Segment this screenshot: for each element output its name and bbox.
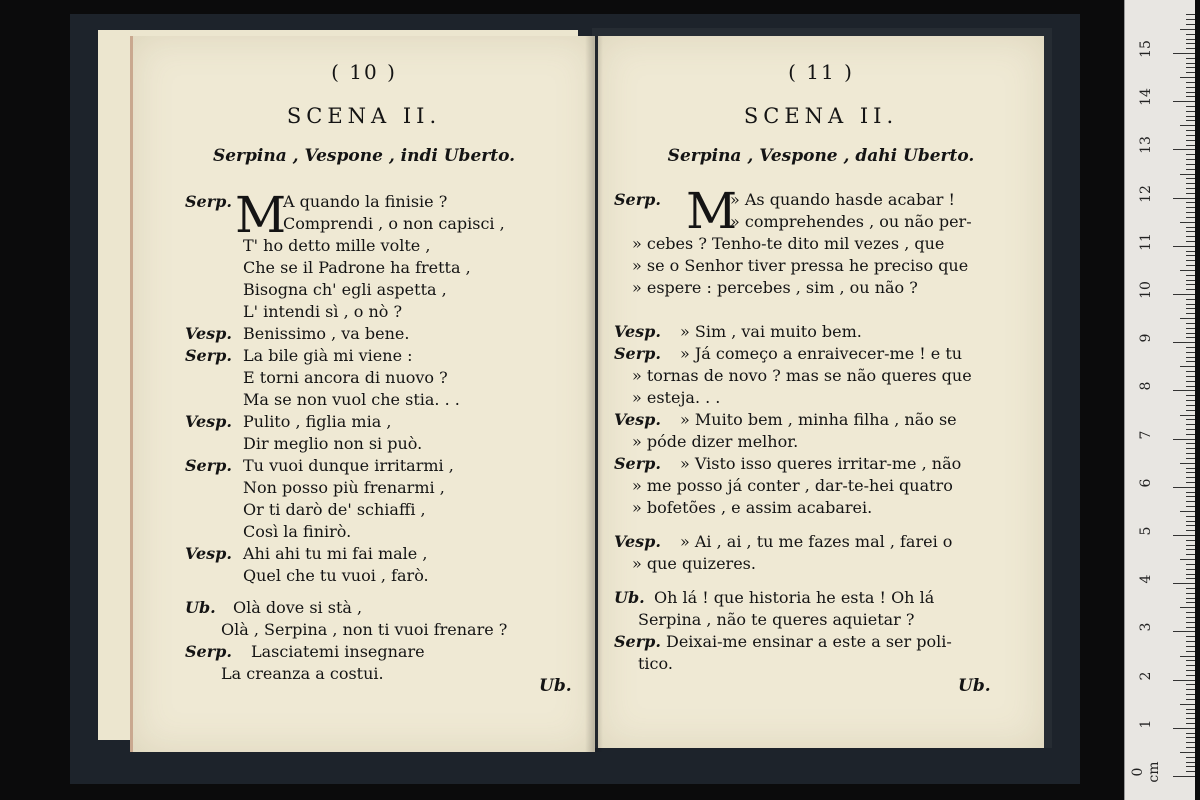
text-line: » As quando hasde acabar ! xyxy=(730,190,955,209)
ruler-tick xyxy=(1186,578,1195,579)
ruler-tick xyxy=(1186,217,1195,218)
text-line: Che se il Padrone ha fretta , xyxy=(243,258,471,277)
ruler-tick xyxy=(1186,275,1195,276)
ruler-label: 6 xyxy=(1138,478,1154,488)
ruler-tick xyxy=(1186,602,1195,603)
ruler-tick xyxy=(1186,395,1195,396)
ruler-tick xyxy=(1186,48,1195,49)
speaker-label: Serp. xyxy=(185,642,232,661)
ruler-tick xyxy=(1186,251,1195,252)
text-line: » espere : percebes , sim , ou não ? xyxy=(632,278,918,297)
ruler-tick xyxy=(1186,347,1195,348)
ruler-tick xyxy=(1186,92,1195,93)
text-line: » cebes ? Tenho-te dito mil vezes , que xyxy=(632,234,945,253)
ruler-tick xyxy=(1186,255,1195,256)
ruler-tick xyxy=(1186,718,1195,719)
ruler-tick xyxy=(1186,540,1195,541)
ruler-tick xyxy=(1186,545,1195,546)
ruler-tick xyxy=(1186,58,1195,59)
ruler-tick xyxy=(1186,443,1195,444)
ruler-tick xyxy=(1173,101,1195,102)
text-line: » tornas de novo ? mas se não queres que xyxy=(632,366,972,385)
character-list: Serpina , Vespone , dahi Uberto. xyxy=(667,146,975,166)
ruler-tick xyxy=(1180,222,1195,223)
text-line: La bile già mi viene : xyxy=(243,346,413,365)
ruler-label: 7 xyxy=(1138,430,1154,440)
text-line: tico. xyxy=(638,654,673,673)
drop-cap: M xyxy=(686,182,738,240)
ruler-tick xyxy=(1186,357,1195,358)
text-line: Tu vuoi dunque irritarmi , xyxy=(243,456,454,475)
ruler-tick xyxy=(1186,689,1195,690)
ruler-tick xyxy=(1186,361,1195,362)
ruler-tick xyxy=(1186,381,1195,382)
ruler-tick xyxy=(1180,656,1195,657)
ruler-tick xyxy=(1180,415,1195,416)
ruler-tick xyxy=(1173,246,1195,247)
ruler-tick xyxy=(1180,607,1195,608)
ruler-label: 1 xyxy=(1138,719,1154,729)
ruler-tick xyxy=(1186,723,1195,724)
ruler-label: 8 xyxy=(1138,381,1154,391)
ruler-tick xyxy=(1186,236,1195,237)
ruler-tick xyxy=(1186,468,1195,469)
scene-heading: SCENA II. xyxy=(743,104,899,128)
ruler-tick xyxy=(1186,371,1195,372)
speaker-label: Ub. xyxy=(185,598,216,617)
ruler-tick xyxy=(1186,564,1195,565)
ruler-tick xyxy=(1180,29,1195,30)
ruler-tick xyxy=(1186,410,1195,411)
ruler-tick xyxy=(1186,19,1195,20)
ruler-tick xyxy=(1186,333,1195,334)
text-line: » me posso já conter , dar-te-hei quatro xyxy=(632,476,953,495)
speaker-label: Serp. xyxy=(185,456,232,475)
speaker-label: Ub. xyxy=(614,588,645,607)
text-line: Oh lá ! que historia he esta ! Oh lá xyxy=(654,588,935,607)
ruler-tick xyxy=(1186,280,1195,281)
ruler-tick xyxy=(1186,757,1195,758)
ruler-tick xyxy=(1186,742,1195,743)
page-number: ( 11 ) xyxy=(788,60,854,84)
ruler-tick xyxy=(1180,270,1195,271)
text-line: Lasciatemi insegnare xyxy=(251,642,425,661)
ruler-tick xyxy=(1186,699,1195,700)
ruler-tick xyxy=(1186,265,1195,266)
ruler-tick xyxy=(1186,419,1195,420)
ruler-tick xyxy=(1186,492,1195,493)
ruler-tick xyxy=(1186,106,1195,107)
text-line: A quando la finisie ? xyxy=(283,192,448,211)
ruler-tick xyxy=(1186,400,1195,401)
ruler-tick xyxy=(1186,202,1195,203)
ruler-tick xyxy=(1186,641,1195,642)
text-line: Pulito , figlia mia , xyxy=(243,412,392,431)
ruler-tick xyxy=(1186,516,1195,517)
ruler-tick xyxy=(1186,159,1195,160)
ruler-tick xyxy=(1186,458,1195,459)
ruler-tick xyxy=(1186,231,1195,232)
text-line: Deixai-me ensinar a este a ser poli- xyxy=(666,632,952,651)
ruler-tick xyxy=(1186,530,1195,531)
ruler-tick xyxy=(1186,241,1195,242)
ruler-label: 5 xyxy=(1138,526,1154,536)
ruler-tick xyxy=(1186,429,1195,430)
ruler-tick xyxy=(1186,130,1195,131)
text-line: » bofetões , e assim acabarei. xyxy=(632,498,873,517)
ruler-tick xyxy=(1186,299,1195,300)
ruler-tick xyxy=(1180,318,1195,319)
ruler-tick xyxy=(1186,496,1195,497)
ruler-tick xyxy=(1173,198,1195,199)
right-page xyxy=(598,36,1044,748)
ruler-tick xyxy=(1186,183,1195,184)
text-line: Bisogna ch' egli aspetta , xyxy=(243,280,447,299)
book-gutter xyxy=(585,36,603,752)
ruler-label: 4 xyxy=(1138,574,1154,584)
ruler-tick xyxy=(1186,120,1195,121)
text-line: L' intendi sì , o nò ? xyxy=(243,302,403,321)
ruler-tick xyxy=(1186,39,1195,40)
ruler-tick xyxy=(1186,651,1195,652)
ruler-label: 10 xyxy=(1138,281,1154,299)
catchword: Ub. xyxy=(539,676,572,696)
ruler-tick xyxy=(1186,525,1195,526)
ruler-tick xyxy=(1186,63,1195,64)
ruler-tick xyxy=(1186,448,1195,449)
ruler-tick xyxy=(1173,342,1195,343)
ruler-label: 2 xyxy=(1138,671,1154,681)
ruler-tick xyxy=(1173,53,1195,54)
text-line: » comprehendes , ou não per- xyxy=(730,212,972,231)
ruler-tick xyxy=(1173,535,1195,536)
ruler-tick xyxy=(1186,434,1195,435)
ruler-tick xyxy=(1186,670,1195,671)
speaker-label: Serp. xyxy=(614,454,661,473)
ruler-tick xyxy=(1186,554,1195,555)
scene-heading: SCENA II. xyxy=(286,104,442,128)
speaker-label: Vesp. xyxy=(614,532,661,551)
ruler-tick xyxy=(1186,709,1195,710)
ruler-tick xyxy=(1186,684,1195,685)
text-line: Olà dove si stà , xyxy=(233,598,363,617)
ruler-tick xyxy=(1186,328,1195,329)
ruler-tick xyxy=(1186,636,1195,637)
ruler-tick xyxy=(1186,145,1195,146)
ruler-tick xyxy=(1173,439,1195,440)
ruler-tick xyxy=(1186,646,1195,647)
ruler-tick xyxy=(1186,34,1195,35)
ruler-tick xyxy=(1186,733,1195,734)
ruler-tick xyxy=(1186,72,1195,73)
ruler-label: 3 xyxy=(1138,622,1154,632)
text-line: » póde dizer melhor. xyxy=(632,432,799,451)
ruler-tick xyxy=(1186,14,1195,15)
speaker-label: Serp. xyxy=(185,192,232,211)
ruler-tick xyxy=(1186,260,1195,261)
text-line: » Muito bem , minha filha , não se xyxy=(680,410,957,429)
ruler-tick xyxy=(1186,472,1195,473)
ruler-tick xyxy=(1186,67,1195,68)
ruler-tick xyxy=(1186,96,1195,97)
ruler-tick xyxy=(1186,737,1195,738)
ruler-tick xyxy=(1186,617,1195,618)
ruler-tick xyxy=(1173,631,1195,632)
text-line: Non posso più frenarmi , xyxy=(243,478,445,497)
ruler-tick xyxy=(1180,752,1195,753)
ruler-tick xyxy=(1186,612,1195,613)
ruler-tick xyxy=(1186,352,1195,353)
ruler-tick xyxy=(1186,762,1195,763)
ruler-tick xyxy=(1186,193,1195,194)
ruler-tick xyxy=(1186,521,1195,522)
ruler-tick xyxy=(1186,482,1195,483)
ruler-tick xyxy=(1186,43,1195,44)
ruler-tick xyxy=(1186,116,1195,117)
ruler-tick xyxy=(1186,154,1195,155)
ruler-tick xyxy=(1186,164,1195,165)
measurement-ruler xyxy=(1124,0,1195,800)
ruler-tick xyxy=(1186,178,1195,179)
text-line: T' ho detto mille volte , xyxy=(243,236,431,255)
ruler-tick xyxy=(1186,569,1195,570)
ruler-label: 9 xyxy=(1138,333,1154,343)
text-line: Ahi ahi tu mi fai male , xyxy=(243,544,428,563)
ruler-tick xyxy=(1180,366,1195,367)
ruler-tick xyxy=(1186,376,1195,377)
ruler-tick xyxy=(1186,308,1195,309)
ruler-tick xyxy=(1173,776,1195,777)
ruler-tick xyxy=(1186,135,1195,136)
character-list: Serpina , Vespone , indi Uberto. xyxy=(212,146,516,166)
ruler-label: 15 xyxy=(1138,40,1154,58)
ruler-tick xyxy=(1186,386,1195,387)
speaker-label: Vesp. xyxy=(614,322,661,341)
ruler-label: 0 cm xyxy=(1130,761,1162,783)
ruler-tick xyxy=(1173,583,1195,584)
ruler-tick xyxy=(1186,453,1195,454)
ruler-tick xyxy=(1186,140,1195,141)
ruler-tick xyxy=(1186,627,1195,628)
speaker-label: Vesp. xyxy=(185,544,232,563)
left-page xyxy=(130,36,595,752)
ruler-tick xyxy=(1186,660,1195,661)
catchword: Ub. xyxy=(958,676,991,696)
ruler-tick xyxy=(1186,227,1195,228)
speaker-label: Serp. xyxy=(614,344,661,363)
ruler-tick xyxy=(1173,487,1195,488)
ruler-tick xyxy=(1186,593,1195,594)
ruler-tick xyxy=(1186,713,1195,714)
ruler-tick xyxy=(1186,212,1195,213)
ruler-tick xyxy=(1173,728,1195,729)
ruler-tick xyxy=(1186,337,1195,338)
speaker-label: Serp. xyxy=(185,346,232,365)
text-line: Ma se non vuol che stia. . . xyxy=(243,390,460,409)
ruler-tick xyxy=(1186,477,1195,478)
drop-cap: M xyxy=(235,186,287,244)
ruler-tick xyxy=(1180,511,1195,512)
ruler-tick xyxy=(1186,501,1195,502)
ruler-tick xyxy=(1186,747,1195,748)
ruler-tick xyxy=(1186,82,1195,83)
ruler-tick xyxy=(1186,111,1195,112)
text-line: Dir meglio non si può. xyxy=(243,434,423,453)
speaker-label: Vesp. xyxy=(614,410,661,429)
ruler-tick xyxy=(1186,675,1195,676)
text-line: La creanza a costui. xyxy=(221,664,384,683)
ruler-tick xyxy=(1186,549,1195,550)
ruler-label: 13 xyxy=(1138,136,1154,155)
ruler-tick xyxy=(1180,463,1195,464)
text-line: Serpina , não te queres aquietar ? xyxy=(638,610,915,629)
ruler-tick xyxy=(1186,424,1195,425)
speaker-label: Vesp. xyxy=(185,412,232,431)
ruler-tick xyxy=(1186,87,1195,88)
ruler-tick xyxy=(1186,694,1195,695)
ruler-tick xyxy=(1186,665,1195,666)
ruler-tick xyxy=(1186,169,1195,170)
ruler-tick xyxy=(1180,174,1195,175)
speaker-label: Serp. xyxy=(614,632,661,651)
ruler-tick xyxy=(1186,289,1195,290)
text-line: » Já começo a enraivecer-me ! e tu xyxy=(680,344,963,363)
ruler-tick xyxy=(1173,680,1195,681)
ruler-tick xyxy=(1180,125,1195,126)
text-line: Comprendi , o non capisci , xyxy=(283,214,505,233)
ruler-tick xyxy=(1186,284,1195,285)
ruler-label: 12 xyxy=(1138,184,1154,203)
ruler-tick xyxy=(1180,77,1195,78)
text-line: » Sim , vai muito bem. xyxy=(680,322,862,341)
ruler-tick xyxy=(1173,390,1195,391)
text-line: Or ti darò de' schiaffi , xyxy=(243,500,426,519)
ruler-tick xyxy=(1173,294,1195,295)
ruler-tick xyxy=(1186,304,1195,305)
speaker-label: Vesp. xyxy=(185,324,232,343)
text-line: » se o Senhor tiver pressa he preciso que xyxy=(632,256,969,275)
ruler-tick xyxy=(1186,323,1195,324)
ruler-tick xyxy=(1186,24,1195,25)
ruler-tick xyxy=(1186,766,1195,767)
ruler-label: 11 xyxy=(1138,232,1154,251)
ruler-tick xyxy=(1186,188,1195,189)
text-line: Olà , Serpina , non ti vuoi frenare ? xyxy=(221,620,508,639)
ruler-tick xyxy=(1186,506,1195,507)
ruler-tick xyxy=(1186,313,1195,314)
ruler-tick xyxy=(1180,704,1195,705)
page-number: ( 10 ) xyxy=(331,60,397,84)
text-line: Benissimo , va bene. xyxy=(243,324,410,343)
text-line: Quel che tu vuoi , farò. xyxy=(243,566,429,585)
ruler-tick xyxy=(1186,588,1195,589)
ruler-tick xyxy=(1173,149,1195,150)
ruler-tick xyxy=(1180,559,1195,560)
text-line: » Ai , ai , tu me fazes mal , farei o xyxy=(680,532,953,551)
ruler-tick xyxy=(1186,574,1195,575)
ruler-tick xyxy=(1186,207,1195,208)
ruler-label: 14 xyxy=(1138,88,1154,107)
text-line: » esteja. . . xyxy=(632,388,721,407)
ruler-tick xyxy=(1186,598,1195,599)
speaker-label: Serp. xyxy=(614,190,661,209)
ruler-tick xyxy=(1186,405,1195,406)
text-line: » que quizeres. xyxy=(632,554,756,573)
ruler-tick xyxy=(1186,622,1195,623)
ruler-tick xyxy=(1186,771,1195,772)
text-line: E torni ancora di nuovo ? xyxy=(243,368,448,387)
text-line: Così la finirò. xyxy=(243,522,352,541)
text-line: » Visto isso queres irritar-me , não xyxy=(680,454,962,473)
